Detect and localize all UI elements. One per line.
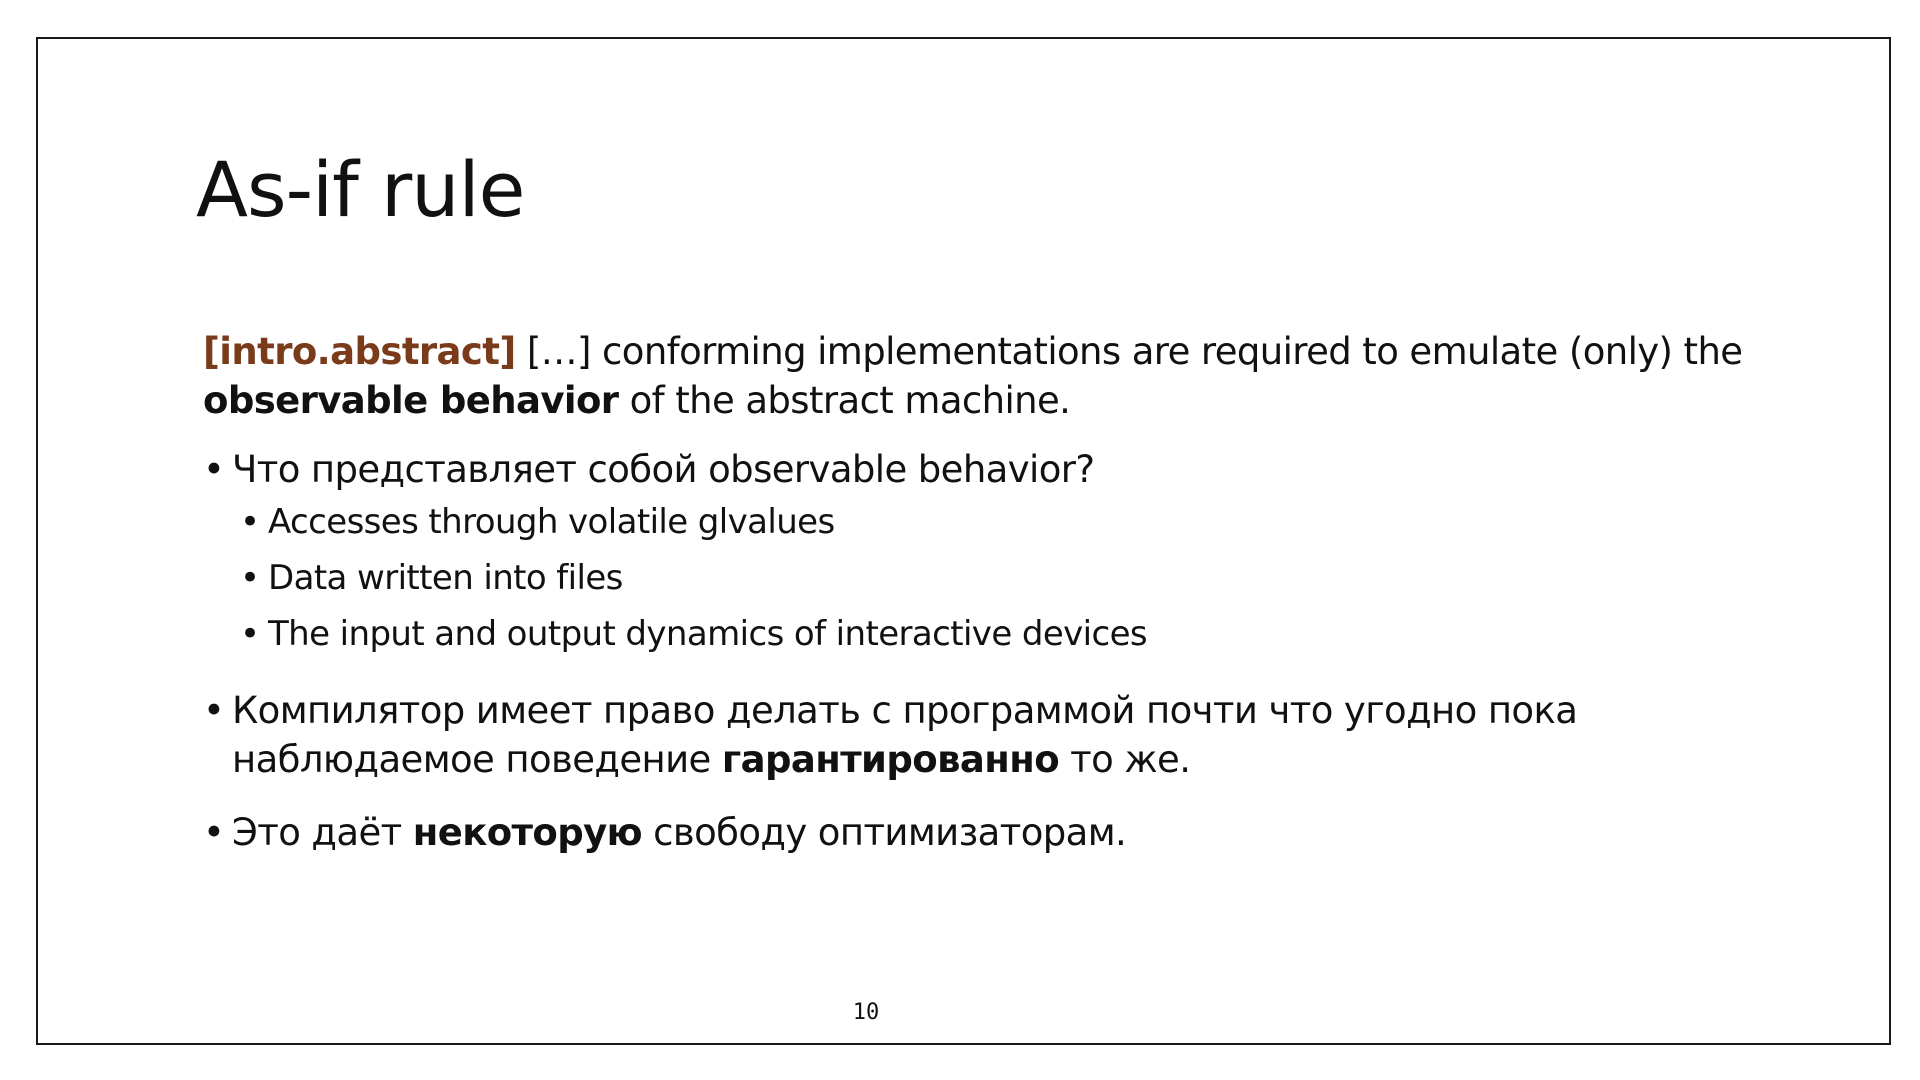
- bullet-optimizer-freedom: [203, 808, 1763, 857]
- bullet-bold-term: гарантированно: [721, 738, 1060, 781]
- page-number: 10: [852, 1000, 880, 1025]
- bullet-text: Что представляет собой observable behavior?: [232, 448, 1095, 491]
- bullet-text-end: то же.: [1059, 738, 1191, 781]
- standard-quote: [203, 327, 1763, 425]
- quote-text-start: […] conforming implementations are required to emulate (only) the: [515, 330, 1743, 373]
- bullet-text-start: Это даёт: [232, 811, 413, 854]
- bullet-compiler-rights: [203, 686, 1763, 784]
- quote-text-end: of the abstract machine.: [618, 379, 1071, 422]
- bullet-list: [203, 445, 1763, 857]
- bullet-observable-behavior: [203, 445, 1763, 662]
- sub-bullet-item: • Data written into files: [232, 550, 1763, 606]
- slide-title: As-if rule: [196, 145, 525, 234]
- bullet-text-end: свободу оптимизаторам.: [641, 811, 1127, 854]
- quote-tag: [intro.abstract]: [203, 330, 516, 373]
- quote-bold-term: observable behavior: [203, 379, 619, 422]
- bullet-bold-term: некоторую: [412, 811, 642, 854]
- sub-bullet-item: • The input and output dynamics of interactive devices: [232, 606, 1763, 662]
- sub-bullet-list: [232, 494, 1763, 662]
- bullet-text-start: Компилятор имеет право делать с программой почти что угодно пока наблюдаемое поведение: [232, 689, 1578, 781]
- sub-bullet-item: • Accesses through volatile glvalues: [232, 494, 1763, 550]
- slide-content: [203, 327, 1763, 881]
